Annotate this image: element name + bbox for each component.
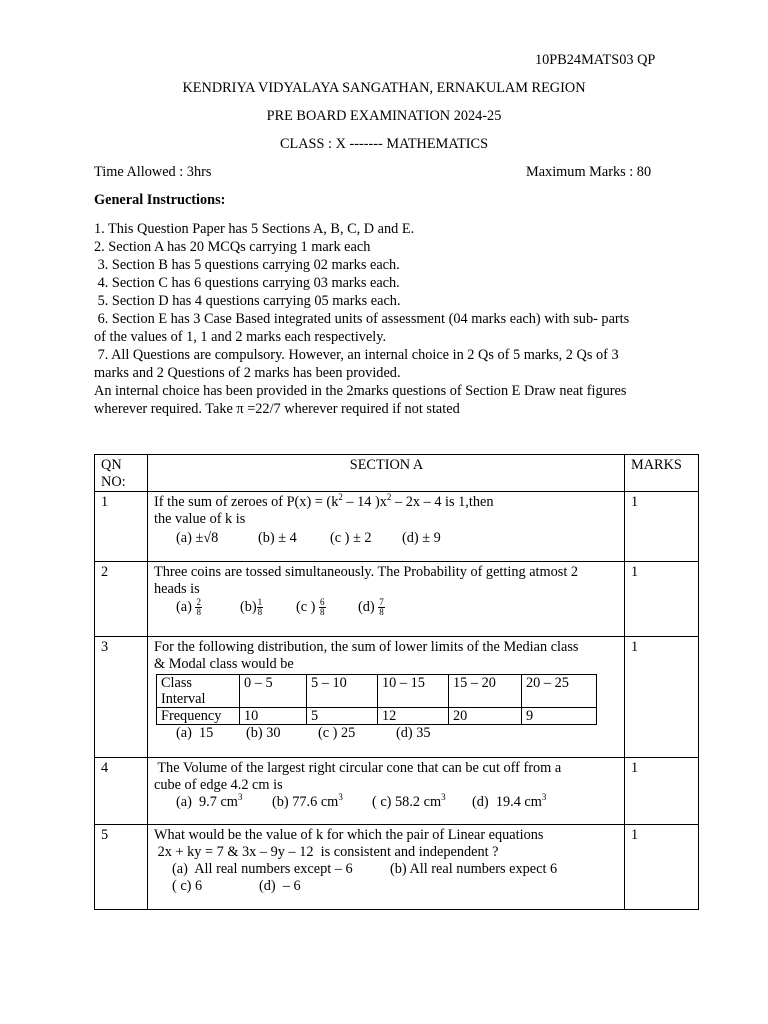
- qn-no-header: QN NO:: [95, 455, 148, 492]
- option-text: ( c) 58.2 cm: [372, 794, 442, 810]
- question-row: [95, 758, 699, 825]
- option-d: (d) ± 9: [402, 530, 441, 546]
- numerator: 7: [379, 597, 384, 607]
- table-cell: 5 – 10: [307, 675, 378, 708]
- table-cell: 9: [522, 708, 597, 725]
- instruction-line: 2. Section A has 20 MCQs carrying 1 mark each: [94, 239, 371, 255]
- option-a: [176, 598, 240, 617]
- option-a: (a) ±√8: [176, 530, 219, 546]
- question-row: [95, 637, 699, 758]
- option-c: (c ) ± 2: [330, 530, 372, 546]
- question-line: the value of k is: [154, 511, 246, 527]
- section-a-table: [94, 454, 699, 910]
- fraction: [319, 598, 326, 617]
- question-number: 2: [95, 562, 148, 637]
- instruction-line: An internal choice has been provided in the 2marks questions of Section E Draw neat figures: [94, 383, 627, 399]
- superscript: 3: [541, 792, 547, 803]
- text-fragment: – 2x – 4 is 1,then: [391, 494, 494, 510]
- instruction-line: 7. All Questions are compulsory. However, an internal choice in 2 Qs of 5 marks, 2 Qs of 3: [94, 347, 619, 363]
- denominator: 8: [320, 607, 325, 617]
- question-number: 1: [95, 492, 148, 562]
- question-text: [148, 637, 625, 758]
- question-marks: 1: [625, 492, 699, 562]
- question-row: [95, 825, 699, 910]
- text-fragment: – 14 )x: [342, 494, 387, 510]
- question-text: [148, 562, 625, 637]
- table-cell: 10: [240, 708, 307, 725]
- question-line: heads is: [154, 581, 200, 597]
- question-line: & Modal class would be: [154, 656, 294, 672]
- option-d: [358, 598, 385, 617]
- instruction-line: 4. Section C has 6 questions carrying 03 marks each.: [94, 275, 400, 291]
- table-cell: 15 – 20: [449, 675, 522, 708]
- instruction-line: marks and 2 Questions of 2 marks has been provided.: [94, 365, 401, 381]
- table-cell: 0 – 5: [240, 675, 307, 708]
- superscript: 2: [386, 492, 392, 503]
- superscript: 3: [441, 792, 446, 803]
- option-d: (d) 35: [396, 725, 431, 741]
- superscript: 3: [237, 792, 243, 803]
- option-c: (c ) 25: [318, 725, 356, 741]
- numerator: 2: [196, 597, 201, 607]
- option-b: (b) All real numbers expect 6: [390, 861, 558, 877]
- superscript: 3: [338, 792, 343, 803]
- numerator: 1: [257, 597, 263, 607]
- question-line: [154, 494, 619, 511]
- option-a: (a) All real numbers except – 6: [172, 861, 353, 877]
- question-row: [95, 492, 699, 562]
- options-row: [154, 794, 619, 811]
- denominator: 8: [379, 607, 384, 617]
- options-row: [154, 530, 619, 547]
- question-number: 5: [95, 825, 148, 910]
- options-row: [154, 861, 619, 878]
- option-label: (a): [176, 598, 192, 615]
- fraction: [378, 598, 385, 617]
- numerator: 6: [320, 597, 325, 607]
- instruction-line: 1. This Question Paper has 5 Sections A, B, C, D and E.: [94, 221, 415, 237]
- fraction: [257, 598, 264, 617]
- instruction-line: 5. Section D has 4 questions carrying 05 marks each.: [94, 293, 401, 309]
- question-text: [148, 758, 625, 825]
- question-marks: 1: [625, 825, 699, 910]
- option-label: (b): [240, 598, 257, 615]
- option-b: [240, 598, 296, 617]
- option-text: (b) 77.6 cm: [272, 794, 339, 810]
- organisation-title: KENDRIYA VIDYALAYA SANGATHAN, ERNAKULAM REGION: [182, 80, 586, 96]
- denominator: 8: [196, 607, 201, 617]
- question-line: 2x + ky = 7 & 3x – 9y – 12 is consistent and independent ?: [154, 844, 499, 860]
- class-interval-row: [157, 675, 597, 708]
- option-label: (d): [358, 598, 375, 615]
- question-marks: 1: [625, 637, 699, 758]
- table-cell: 20: [449, 708, 522, 725]
- maximum-marks: Maximum Marks : 80: [526, 164, 652, 180]
- options-row: [154, 598, 619, 617]
- instructions-list: [94, 220, 684, 418]
- question-line: For the following distribution, the sum of lower limits of the Median class: [154, 639, 579, 655]
- text-fragment: If the sum of zeroes of P(x) = (k: [154, 494, 339, 510]
- options-row: [154, 878, 619, 895]
- denominator: 8: [257, 607, 263, 617]
- row-header: Class Interval: [157, 675, 240, 708]
- question-line: cube of edge 4.2 cm is: [154, 777, 283, 793]
- question-text: [148, 825, 625, 910]
- option-b: (b) 30: [246, 725, 281, 741]
- option-c: [296, 598, 358, 617]
- table-cell: 5: [307, 708, 378, 725]
- option-d: [472, 794, 546, 811]
- distribution-table: [156, 674, 597, 725]
- instruction-line: wherever required. Take π =22/7 wherever required if not stated: [94, 401, 460, 417]
- option-a: [176, 794, 272, 811]
- option-b: (b) ± 4: [258, 530, 297, 546]
- paper-code: 10PB24MATS03 QP: [535, 52, 656, 68]
- option-d: (d) – 6: [259, 878, 301, 894]
- table-cell: 12: [378, 708, 449, 725]
- table-header-row: [95, 455, 699, 492]
- option-text: (d) 19.4 cm: [472, 794, 542, 810]
- exam-title: PRE BOARD EXAMINATION 2024-25: [266, 108, 502, 124]
- question-line: Three coins are tossed simultaneously. The Probability of getting atmost 2: [154, 564, 579, 580]
- section-a-header: SECTION A: [148, 455, 625, 492]
- question-line: What would be the value of k for which the pair of Linear equations: [154, 827, 544, 843]
- table-cell: 20 – 25: [522, 675, 597, 708]
- option-label: (c ): [296, 598, 316, 615]
- instruction-line: 3. Section B has 5 questions carrying 02 marks each.: [94, 257, 400, 273]
- option-a: (a) 15: [176, 725, 214, 741]
- option-b: [272, 794, 372, 811]
- instruction-line: 6. Section E has 3 Case Based integrated units of assessment (04 marks each) with sub- parts: [94, 311, 630, 327]
- question-number: 3: [95, 637, 148, 758]
- frequency-row: [157, 708, 597, 725]
- question-marks: 1: [625, 562, 699, 637]
- marks-header: MARKS: [625, 455, 699, 492]
- time-allowed: Time Allowed : 3hrs: [94, 164, 212, 180]
- superscript: 2: [338, 492, 343, 503]
- question-text: [148, 492, 625, 562]
- option-c: ( c) 6: [172, 878, 203, 894]
- table-cell: 10 – 15: [378, 675, 449, 708]
- option-text: (a) 9.7 cm: [176, 794, 238, 810]
- instructions-heading: General Instructions:: [94, 192, 226, 208]
- question-marks: 1: [625, 758, 699, 825]
- fraction: [195, 598, 202, 617]
- row-header: Frequency: [157, 708, 240, 725]
- option-c: [372, 794, 472, 811]
- class-subject: CLASS : X ------- MATHEMATICS: [279, 136, 489, 152]
- options-row: [154, 725, 619, 742]
- question-line: The Volume of the largest right circular cone that can be cut off from a: [154, 760, 562, 776]
- question-number: 4: [95, 758, 148, 825]
- instruction-line: of the values of 1, 1 and 2 marks each respectively.: [94, 329, 387, 345]
- question-row: [95, 562, 699, 637]
